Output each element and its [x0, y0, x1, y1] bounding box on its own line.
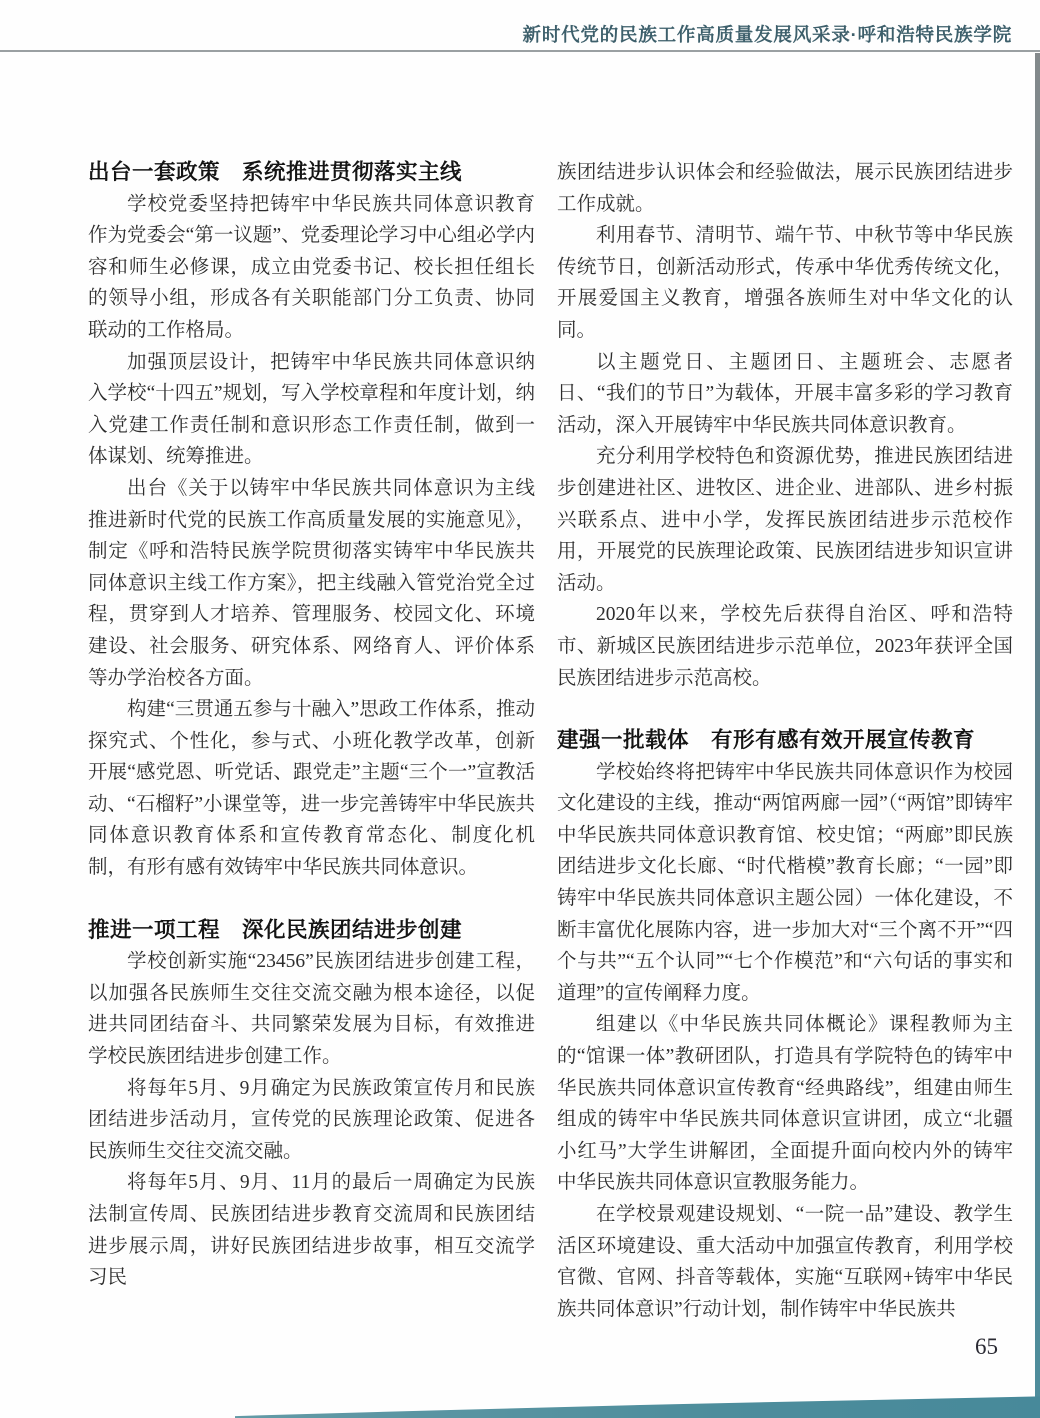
- body-paragraph: 学校始终将把铸牢中华民族共同体意识作为校园文化建设的主线，推动“两馆两廊一园”（“两馆”即铸牢中华民族共同体意识教育馆、校史馆；“两廊”即民族团结进步文化长廊、“时代楷模”教育长廊；“一园”即铸牢中华民族共同体意识主题公园）一体化建设，不断丰富优化展陈内容，进一步加大对“三个离不开”“四个与共”“五个认同”“七个作模范”和“六句话的事实和道理”的宣传阐释力度。: [557, 761, 1013, 1004]
- body-paragraph: 在学校景观建设规划、“一院一品”建设、教学生活区环境建设、重大活动中加强宣传教育，利用学校官微、官网、抖音等载体，实施“互联网+铸牢中华民族共同体意识”行动计划，制作铸牢中华民族共: [557, 1204, 1013, 1320]
- body-paragraph: 将每年5月、9月确定为民族政策宣传月和民族团结进步活动月，宣传党的民族理论政策、促进各民族师生交往交流交融。: [88, 1077, 535, 1162]
- page-number: 65: [975, 1334, 998, 1359]
- header-divider-rule: [0, 50, 1040, 52]
- body-paragraph: 出台《关于以铸牢中华民族共同体意识为主线推进新时代党的民族工作高质量发展的实施意见》，制定《呼和浩特民族学院贯彻落实铸牢中华民族共同体意识主线工作方案》，把主线融入管党治党全过程，贯穿到人才培养、管理服务、校园文化、环境建设、社会服务、研究体系、网络育人、评价体系等办学治校各方面。: [88, 477, 535, 689]
- section-heading-policy: 出台一套政策 系统推进贯彻落实主线: [88, 160, 463, 184]
- body-paragraph: 充分利用学校特色和资源优势，推进民族团结进步创建进社区、进牧区、进企业、进部队、进乡村振兴联系点、进中小学，发挥民族团结进步示范校作用，开展党的民族理论政策、民族团结进步知识宣讲活动。: [557, 446, 1013, 594]
- left-text-column: [88, 157, 535, 1294]
- body-paragraph: 以主题党日、主题团日、主题班会、志愿者日、“我们的节日”为载体，开展丰富多彩的学习教育活动，深入开展铸牢中华民族共同体意识教育。: [557, 351, 1013, 436]
- body-paragraph: 学校创新实施“23456”民族团结进步创建工程，以加强各民族师生交往交流交融为根本途径，以促进共同团结奋斗、共同繁荣发展为目标，有效推进学校民族团结进步创建工作。: [88, 951, 535, 1068]
- body-paragraph: 加强顶层设计，把铸牢中华民族共同体意识纳入学校“十四五”规划，写入学校章程和年度计划，纳入党建工作责任制和意识形态工作责任制，做到一体谋划、统筹推进。: [88, 351, 535, 468]
- right-text-column: [557, 157, 1013, 1325]
- body-paragraph: 学校党委坚持把铸牢中华民族共同体意识教育作为党委会“第一议题”、党委理论学习中心组必学内容和师生必修课，成立由党委书记、校长担任组长的领导小组，形成各有关职能部门分工负责、协同联动的工作格局。: [88, 193, 535, 341]
- scan-edge-right-artifact: [1035, 53, 1040, 1418]
- body-paragraph: 2020年以来，学校先后获得自治区、呼和浩特市、新城区民族团结进步示范单位，2023年获评全国民族团结进步示范高校。: [557, 604, 1013, 689]
- section-heading-carriers: 建强一批载体 有形有感有效开展宣传教育: [557, 728, 976, 753]
- scan-edge-bottom-artifact: [235, 1394, 1040, 1418]
- running-header-title: 新时代党的民族工作高质量发展风采录·呼和浩特民族学院: [522, 24, 1012, 45]
- body-paragraph-continuation: 族团结进步认识体会和经验做法，展示民族团结进步工作成就。: [557, 162, 1013, 215]
- body-paragraph: 将每年5月、9月、11月的最后一周确定为民族法制宣传周、民族团结进步教育交流周和民族团结进步展示周，讲好民族团结进步故事，相互交流学习民: [88, 1172, 535, 1289]
- body-paragraph: 组建以《中华民族共同体概论》课程教师为主的“馆课一体”教研团队，打造具有学院特色的铸牢中华民族共同体意识宣传教育“经典路线”，组建由师生组成的铸牢中华民族共同体意识宣讲团，成立“北疆小红马”大学生讲解团，全面提升面向校内外的铸牢中华民族共同体意识宣教服务能力。: [557, 1014, 1013, 1194]
- body-paragraph: 利用春节、清明节、端午节、中秋节等中华民族传统节日，创新活动形式，传承中华优秀传统文化，开展爱国主义教育，增强各族师生对中华文化的认同。: [557, 225, 1013, 341]
- section-heading-project: 推进一项工程 深化民族团结进步创建: [88, 917, 463, 942]
- body-paragraph: 构建“三贯通五参与十融入”思政工作体系，推动探究式、个性化，参与式、小班化教学改革，创新开展“感党恩、听党话、跟党走”主题“三个一”宣教活动、“石榴籽”小课堂等，进一步完善铸牢中华民族共同体意识教育体系和宣传教育常态化、制度化机制，有形有感有效铸牢中华民族共同体意识。: [88, 699, 535, 879]
